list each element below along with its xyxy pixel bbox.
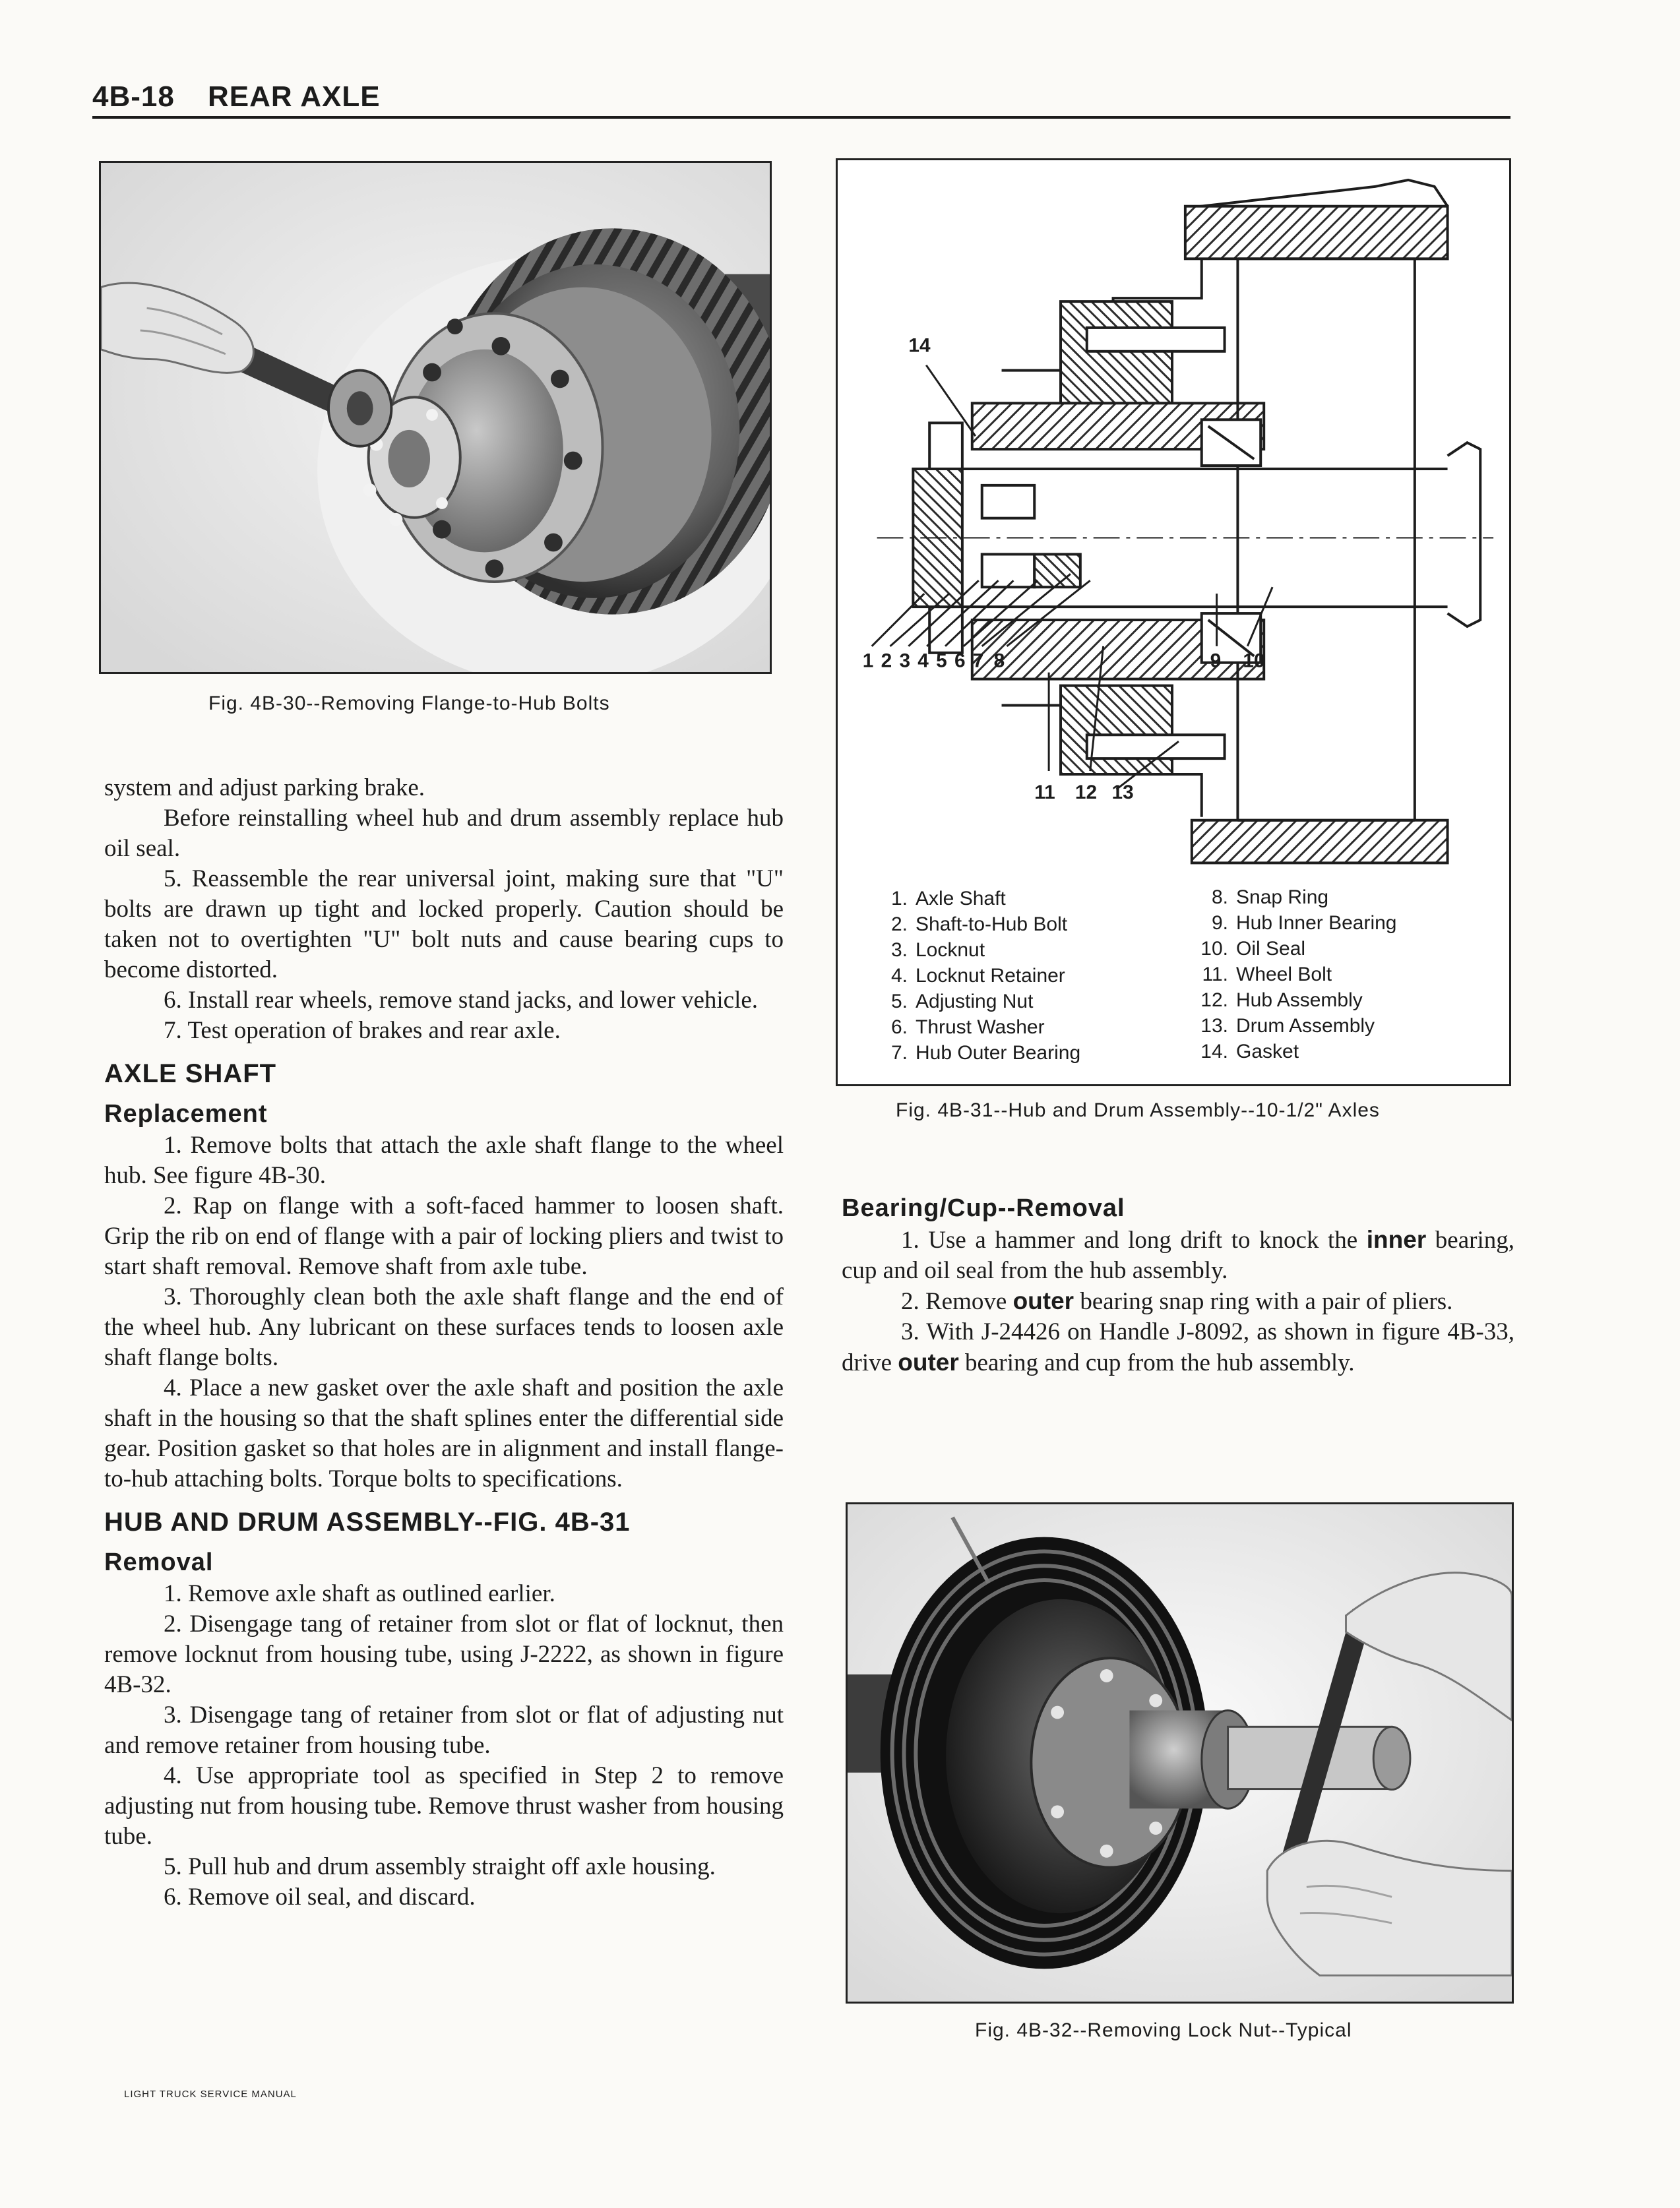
keyword-outer: outer	[1012, 1287, 1074, 1314]
step-paragraph: 3. Thoroughly clean both the axle shaft flange and the end of the wheel hub. Any lubricant on these surfaces tends to loosen axle shaft flange bolts.	[104, 1283, 784, 1371]
callout-7: 7	[972, 650, 984, 672]
legend-item: 14. Gasket	[1200, 1041, 1299, 1062]
section-heading-axle-shaft: AXLE SHAFT	[104, 1059, 277, 1088]
callout-4: 4	[918, 650, 929, 672]
step-paragraph: 6. Remove oil seal, and discard.	[164, 1884, 476, 1911]
section-heading-hub-drum: HUB AND DRUM ASSEMBLY--FIG. 4B-31	[104, 1508, 631, 1537]
step-paragraph: 4. Use appropriate tool as specified in Step 2 to remove adjusting nut from housing tube. Remove thrust washer from housing tube.	[104, 1762, 784, 1850]
callout-13: 13	[1111, 781, 1134, 803]
paragraph: Before reinstalling wheel hub and drum assembly replace hub oil seal.	[104, 805, 784, 862]
step-paragraph: 5. Pull hub and drum assembly straight off axle housing.	[164, 1853, 716, 1880]
subheading-removal: Removal	[104, 1549, 214, 1576]
callout-9: 9	[1210, 650, 1222, 672]
fig-4b-30-caption: Fig. 4B-30--Removing Flange-to-Hub Bolts	[208, 692, 610, 714]
callout-8: 8	[993, 650, 1005, 672]
legend-item: 9. Hub Inner Bearing	[1211, 912, 1397, 934]
step-paragraph: 4. Place a new gasket over the axle shaft and position the axle shaft in the housing so that the shaft splines enter the differential side gear. Position gasket so that holes are in alignment and install flange-to-hub attaching bolts. Torque bolts to specifications.	[104, 1374, 784, 1492]
legend-item: 13. Drum Assembly	[1200, 1015, 1375, 1037]
legend-item: 10. Oil Seal	[1200, 938, 1306, 960]
legend-item: 2. Shaft-to-Hub Bolt	[890, 913, 1068, 935]
callout-5: 5	[936, 650, 947, 672]
step-paragraph: 3. With J-24426 on Handle J-8092, as shown in figure 4B-33, drive outer bearing and cup from the hub assembly.	[842, 1318, 1514, 1376]
page-header	[92, 80, 1510, 119]
callout-6: 6	[954, 650, 966, 672]
page-footer: LIGHT TRUCK SERVICE MANUAL	[124, 2089, 297, 2100]
legend-item: 4. Locknut Retainer	[890, 965, 1065, 987]
legend-item: 11. Wheel Bolt	[1202, 964, 1332, 985]
callout-3: 3	[899, 650, 911, 672]
page-number: 4B-18	[92, 80, 175, 113]
right-text-column	[842, 1185, 1514, 1378]
step-paragraph: 5. Reassemble the rear universal joint, making sure that "U" bolts are drawn up tight and locked properly. Caution should be taken not to overtighten "U" bolt nuts and cause bearing cups to become distorted.	[104, 865, 784, 983]
step-paragraph: 1. Remove bolts that attach the axle shaft flange to the wheel hub. See figure 4B-30.	[104, 1132, 784, 1189]
step-paragraph: 2. Remove outer bearing snap ring with a pair of pliers.	[901, 1287, 1453, 1315]
subheading-bearing-cup-removal: Bearing/Cup--Removal	[842, 1194, 1125, 1222]
fig-4b-32-photo	[846, 1502, 1514, 2004]
legend-item: 8. Snap Ring	[1211, 886, 1329, 908]
fig-4b-31-legend-left	[873, 886, 1080, 1066]
legend-item: 12. Hub Assembly	[1200, 989, 1363, 1011]
step-paragraph: 1. Remove axle shaft as outlined earlier.	[164, 1580, 555, 1607]
callout-10: 10	[1243, 650, 1265, 672]
section-title: REAR AXLE	[208, 80, 381, 113]
callout-1: 1	[862, 650, 874, 672]
step-paragraph: 7. Test operation of brakes and rear axle.	[164, 1017, 561, 1044]
legend-item: 1. Axle Shaft	[890, 888, 1006, 909]
step-paragraph: 2. Rap on flange with a soft-faced hammer to loosen shaft. Grip the rib on end of flange with a pair of locking pliers and twist to start shaft removal. Remove shaft from axle tube.	[104, 1192, 784, 1280]
callout-12: 12	[1074, 781, 1098, 803]
fig-4b-31-legend-right	[1194, 884, 1397, 1064]
step-paragraph: 6. Install rear wheels, remove stand jacks, and lower vehicle.	[164, 987, 759, 1014]
step-paragraph: 1. Use a hammer and long drift to knock the inner bearing, cup and oil seal from the hub assembly.	[842, 1226, 1514, 1284]
lock-nut-removal-illustration	[848, 1504, 1512, 2002]
callout-2: 2	[881, 650, 892, 672]
flange-bolt-removal-illustration	[101, 163, 770, 672]
fig-4b-32-caption: Fig. 4B-32--Removing Lock Nut--Typical	[975, 2019, 1352, 2041]
legend-item: 7. Hub Outer Bearing	[890, 1042, 1081, 1064]
step-paragraph: 3. Disengage tang of retainer from slot or flat of adjusting nut and remove retainer from housing tube.	[104, 1702, 784, 1759]
continued-paragraph: system and adjust parking brake.	[104, 774, 425, 801]
legend-item: 3. Locknut	[890, 939, 985, 961]
header-rule	[92, 116, 1510, 119]
keyword-outer: outer	[898, 1349, 959, 1376]
step-paragraph: 2. Disengage tang of retainer from slot or flat of locknut, then remove locknut from housing tube, using J-2222, as shown in figure 4B-32.	[104, 1610, 784, 1698]
fig-4b-31-diagram	[836, 158, 1511, 1086]
callout-11: 11	[1034, 781, 1055, 803]
legend-item: 6. Thrust Washer	[890, 1016, 1045, 1038]
legend-item: 5. Adjusting Nut	[890, 991, 1034, 1012]
left-text-column	[104, 773, 784, 1913]
fig-4b-31-caption: Fig. 4B-31--Hub and Drum Assembly--10-1/2" Axles	[896, 1099, 1380, 1121]
callout-14: 14	[908, 334, 931, 357]
keyword-inner: inner	[1366, 1226, 1427, 1253]
subheading-replacement: Replacement	[104, 1100, 268, 1128]
fig-4b-30-photo	[99, 161, 772, 674]
